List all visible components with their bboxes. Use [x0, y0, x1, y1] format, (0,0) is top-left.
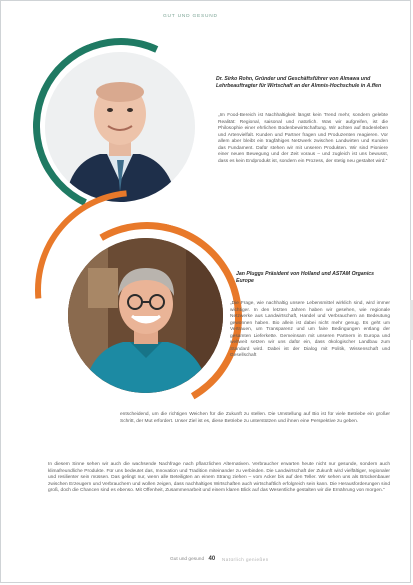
- page-number: 40: [208, 556, 216, 562]
- quote-paragraph-1: „Im Food-Bereich ist Nachhaltigkeit längst kein Trend mehr, sondern gelebte Realität: Regional, saisonal und natürlich. Was wir aufgreifen, ist die Philosophie einer ehrlichen Bodenbewirtschaftung. Wir achten auf Bodenleben und Artenvielfalt. Kunden und Partner fragen und Produzenten reagieren. Vor allem aber bleibt ein tragfähiges Netzwerk zwischen Landwirten und Kunden das Fundament. Dafür stehen wir mit unseren Produkten. Wir sind Pioniere einer neuen Bewegung und der Zeit voraus – und zugleich ist uns bewusst, dass es kein Endprodukt ist, sondern ein Prozess, der stetig neu gestaltet wird.“: [218, 113, 388, 164]
- footer-magazine-name: Natürlich genießen: [222, 557, 269, 562]
- page-footer: [170, 556, 218, 562]
- quote-paragraph-4: In diesem Sinne sehen wir auch die wachsende Nachfrage nach pflanzlichen Alternativen. Verbraucher erwarten heute nicht nur gesunde, sondern auch klimafreundliche Produkte. Für uns bedeutet das, Innovation und Tradition miteinander zu verbinden. Die Landwirtschaft der Zukunft wird vielfältiger, regionaler und resilienter sein müssen. Das gelingt nur, wenn alle Beteiligten an einem Strang ziehen – vom Acker bis auf den Teller. Wir sehen uns als Brückenbauer zwischen Erzeugern und Verbrauchern und wollen zeigen, dass nachhaltiges Wirtschaften auch wirtschaftlich erfolgreich sein kann. Die Herausforderungen sind groß, doch die Chancen sind es ebenso. Mit Offenheit, Zusammenarbeit und einem klaren Blick auf das Wesentliche gestalten wir die Ernährung von morgen.“: [48, 462, 390, 494]
- portrait-photo-1: [45, 52, 195, 202]
- portrait-photo-2: [68, 238, 223, 393]
- portrait-1-illustration: [45, 52, 195, 202]
- quote-paragraph-3: entscheidend, um die richtigen Weichen für die Zukunft zu stellen. Die Umstellung auf Bio ist für viele Betriebe ein großer Schritt, der Mut erfordert. Unser Ziel ist es, diese Betriebe zu unterstützen und ihnen eine Perspektive zu geben.: [120, 412, 390, 424]
- caption-person-1: Dr. Sirko Rohn, Gründer und Geschäftsführer von Almawa und Lehrbeauftragter für Wirtschaft an der Almnis-Hochschule in A.ffen: [216, 76, 382, 89]
- portrait-2-illustration: [68, 238, 223, 393]
- caption-person-2: Jan Pluggs Präsident von Holland und ASTAM Organics Europe: [236, 271, 375, 284]
- footer-section: Gut und gesund: [170, 557, 205, 562]
- quote-paragraph-2: „Die Frage, wie nachhaltig unsere Lebensmittel wirklich sind, wird immer wichtiger. In den letzten Jahren haben wir gesehen, wie regionale Netzwerke aus Landwirtschaft, Handel und Verbrauchern an Bedeutung gewonnen haben. Bio allein ist dabei nicht mehr genug. Es geht um Vertrauen, um Transparenz und um faire Bedingungen entlang der gesamten Lieferkette. Gemeinsam mit unseren Partnern in Europa und weltweit setzen wir uns dafür ein, dass ökologischer Landbau zum Standard wird. Dabei ist der Dialog mit Politik, Wissenschaft und Gesellschaft: [230, 301, 390, 359]
- section-header: GUT UND GESUND: [163, 14, 218, 19]
